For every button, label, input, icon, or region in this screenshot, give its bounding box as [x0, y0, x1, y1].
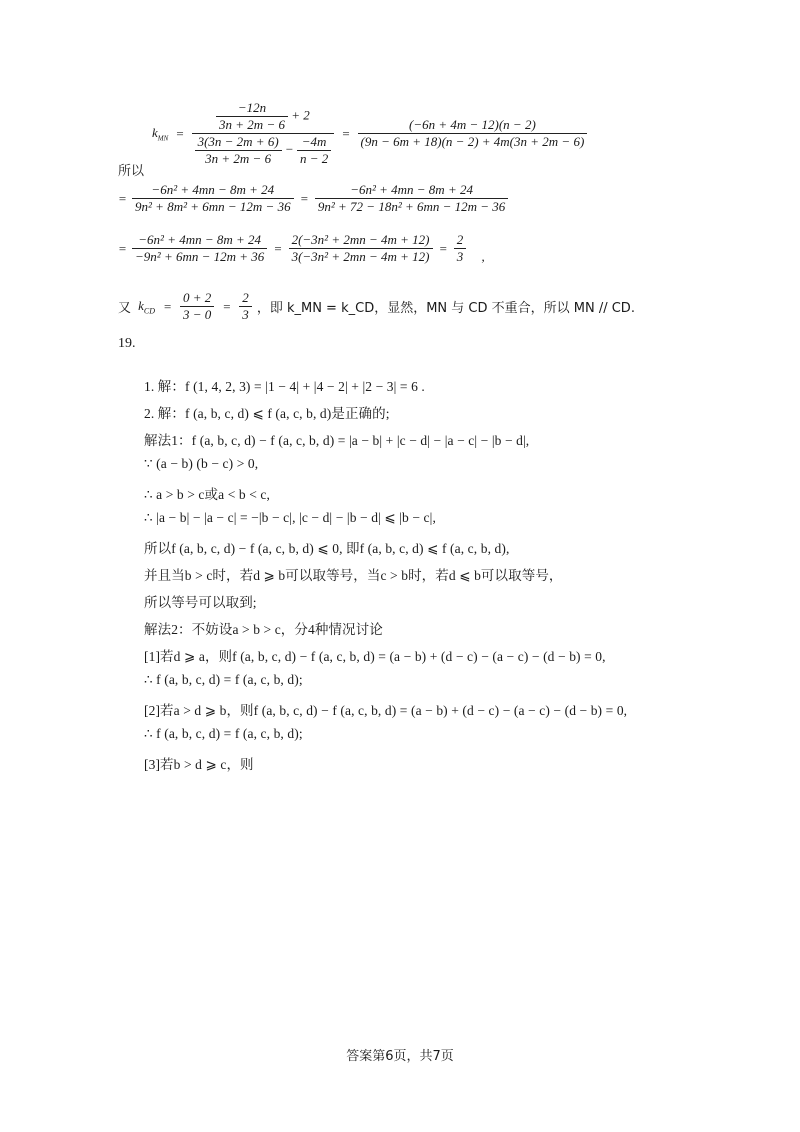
- eq3-c-denominator: 3: [456, 249, 464, 264]
- kmn-big-numerator: [192, 100, 335, 134]
- eq3-comma: ,: [481, 249, 485, 264]
- eq2-rhs-numerator: −6n² + 4mn − 8m + 24: [315, 182, 508, 199]
- solution-line-7: 所以f (a, b, c, d) − f (a, c, b, d) ⩽ 0, 即f (a, b, c, d) ⩽ f (a, c, b, d),: [144, 541, 510, 556]
- den-b-numerator: −4m: [297, 134, 331, 151]
- equals-last-3: =: [438, 240, 448, 256]
- minus-sign: −: [284, 141, 294, 157]
- den-fraction-b: [297, 134, 331, 167]
- kcd-equals: =: [163, 298, 172, 314]
- eq2-rhs-fraction: [315, 182, 508, 215]
- kmn-rhs-fraction: [358, 117, 588, 150]
- solution-line-12: ∴ f (a, b, c, d) = f (a, c, b, d);: [144, 672, 303, 687]
- den-b-denominator: n − 2: [299, 151, 329, 166]
- equals-lead-3: =: [118, 240, 127, 256]
- eq3-b-fraction: [289, 232, 433, 265]
- solution-line-4: ∵ (a − b) (b − c) > 0,: [144, 456, 259, 471]
- equals-lead: =: [118, 190, 127, 206]
- kmn-subscript: MN: [157, 134, 169, 143]
- kmn-symbol: [152, 125, 168, 143]
- inner-denominator: 3n + 2m − 6: [219, 117, 285, 132]
- solution-line-11: [1]若d ⩾ a，则f (a, b, c, d) − f (a, c, b, d) = (a − b) + (d − c) − (a − c) − (d − b) = 0,: [144, 649, 606, 664]
- kmn-letter: k: [152, 124, 158, 140]
- solution-line-6: ∴ |a − b| − |a − c| = −|b − c|, |c − d| − |b − d| ⩽ |b − c|,: [144, 510, 436, 525]
- equation-2: [118, 182, 508, 215]
- eq3-c-fraction: [454, 232, 467, 265]
- inner-numerator: −12n: [216, 100, 288, 117]
- solution-line-8: 并且当b > c时，若d ⩾ b可以取等号，当c > b时，若d ⩽ b可以取等号，: [144, 568, 563, 583]
- kcd-equals-2: =: [222, 298, 232, 314]
- kcd-fraction: [180, 290, 214, 323]
- kmn-inner-fraction: [216, 100, 288, 133]
- eq3-a-fraction: [132, 232, 267, 265]
- rhs-numerator: (−6n + 4m − 12)(n − 2): [358, 117, 588, 134]
- solution-line-9: 所以等号可以取到;: [144, 595, 257, 610]
- eq2-lhs-fraction: [132, 182, 294, 215]
- solution-line-1: 1. 解：f (1, 4, 2, 3) = |1 − 4| + |4 − 2| + |2 − 3| = 6 .: [144, 379, 425, 394]
- you-label: 又: [118, 301, 132, 316]
- equation-3: [118, 232, 485, 265]
- parallel-conclusion: ，即 k_MN = k_CD，显然，MN 与 CD 不重合，所以 MN // CD.: [256, 301, 635, 316]
- kcd-denominator: 3 − 0: [182, 307, 212, 322]
- kcd-result-fraction: [239, 290, 252, 323]
- solution-line-3: 解法1：f (a, b, c, d) − f (a, c, b, d) = |a − b| + |c − d| − |a − c| − |b − d|,: [144, 433, 530, 448]
- eq3-a-numerator: −6n² + 4mn − 8m + 24: [132, 232, 267, 249]
- kcd-result-denominator: 3: [242, 307, 249, 322]
- equals-mid-3: =: [273, 240, 283, 256]
- kcd-line: [118, 290, 635, 323]
- kcd-subscript: CD: [143, 306, 156, 316]
- solution-line-5: ∴ a > b > c或a < b < c,: [144, 487, 270, 502]
- suoyi-label: 所以: [118, 164, 145, 179]
- den-a-denominator: 3n + 2m − 6: [205, 151, 272, 166]
- solution-line-15: [3]若b > d ⩾ c，则: [144, 757, 254, 772]
- rhs-denominator: (9n − 6m + 18)(n − 2) + 4m(3n + 2m − 6): [360, 134, 585, 149]
- equals-sign: =: [175, 125, 185, 141]
- kcd-numerator: 0 + 2: [180, 290, 214, 307]
- equals-sign-2: =: [341, 125, 351, 141]
- problem-number: 19.: [118, 336, 136, 351]
- kmn-big-denominator: [192, 134, 335, 167]
- kcd-result-numerator: 2: [239, 290, 252, 307]
- eq3-c-numerator: 2: [454, 232, 467, 249]
- kmn-equation-1: [152, 100, 587, 167]
- eq2-rhs-denominator: 9n² + 72 − 18n² + 6mn − 12m − 36: [317, 199, 506, 214]
- kcd-letter: k: [138, 297, 144, 313]
- solution-line-10: 解法2：不妨设a > b > c，分4种情况讨论: [144, 622, 383, 637]
- eq3-b-denominator: 3(−3n² + 2mn − 4m + 12): [291, 249, 430, 264]
- page-footer: 答案第6页，共7页: [346, 1049, 454, 1064]
- eq2-lhs-denominator: 9n² + 8m² + 6mn − 12m − 36: [135, 199, 291, 214]
- solution-line-13: [2]若a > d ⩾ b，则f (a, b, c, d) − f (a, c, b, d) = (a − b) + (d − c) − (a − c) − (d − b) = 0,: [144, 703, 628, 718]
- plus-two: + 2: [291, 107, 310, 123]
- eq3-b-numerator: 2(−3n² + 2mn − 4m + 12): [289, 232, 433, 249]
- eq2-lhs-numerator: −6n² + 4mn − 8m + 24: [132, 182, 294, 199]
- kcd-symbol: [138, 298, 155, 316]
- solution-line-14: ∴ f (a, b, c, d) = f (a, c, b, d);: [144, 726, 303, 741]
- equals-mid: =: [299, 190, 309, 206]
- den-fraction-a: [195, 134, 282, 167]
- solution-line-2: 2. 解：f (a, b, c, d) ⩽ f (a, c, b, d)是正确的;: [144, 406, 390, 421]
- eq3-a-denominator: −9n² + 6mn − 12m + 36: [135, 249, 265, 264]
- den-a-numerator: 3(3n − 2m + 6): [195, 134, 282, 151]
- kmn-big-fraction: [192, 100, 335, 167]
